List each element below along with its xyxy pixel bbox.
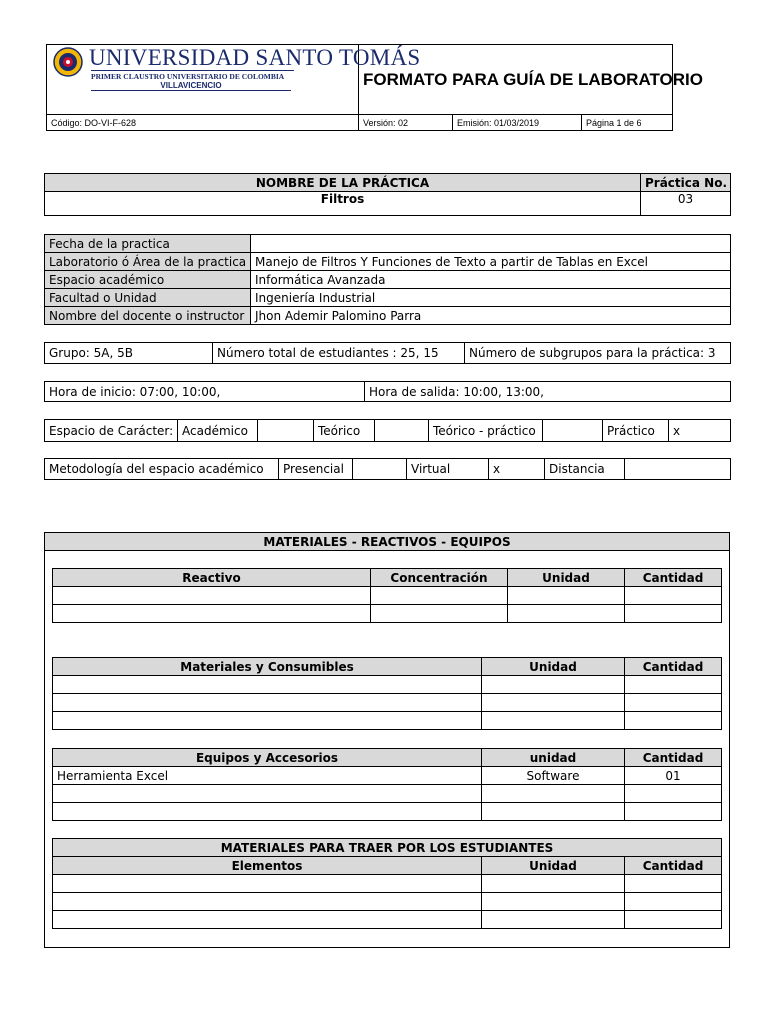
equipment-cantidad: 01 (625, 767, 722, 785)
info-value (251, 235, 731, 253)
table-row (53, 785, 722, 803)
equipment-name: Herramienta Excel (53, 767, 482, 785)
info-row (45, 289, 731, 307)
logo-campus: VILLAVICENCIO (91, 81, 291, 91)
table-row (53, 893, 722, 911)
consumables-header-name: Materiales y Consumibles (53, 658, 482, 676)
document-header (46, 44, 703, 131)
info-label: Nombre del docente o instructor (45, 307, 251, 325)
table-row (53, 712, 722, 730)
consumables-header-cantidad: Cantidad (625, 658, 722, 676)
start-time: Hora de inicio: 07:00, 10:00, (45, 382, 365, 402)
table-row (53, 767, 722, 785)
option-teorico-checkbox[interactable] (375, 420, 429, 442)
option-teorico-practico-checkbox[interactable] (543, 420, 603, 442)
materials-section-title: MATERIALES - REACTIVOS - EQUIPOS (44, 532, 730, 551)
info-row (45, 235, 731, 253)
student-materials-table (52, 838, 722, 929)
option-presencial-checkbox[interactable] (353, 459, 407, 480)
table-row (53, 605, 722, 623)
table-row (53, 676, 722, 694)
logo-subtitle: PRIMER CLAUSTRO UNIVERSITARIO DE COLOMBIA (91, 70, 294, 81)
info-value: Jhon Ademir Palomino Parra (251, 307, 731, 325)
info-label: Laboratorio ó Área de la practica (45, 253, 251, 271)
methodology-label: Metodología del espacio académico (45, 459, 279, 480)
option-virtual-label: Virtual (407, 459, 489, 480)
university-logo (47, 45, 421, 115)
student-materials-header-unidad: Unidad (482, 857, 625, 875)
schedule-table (44, 381, 731, 402)
character-label: Espacio de Carácter: (45, 420, 178, 442)
info-value: Manejo de Filtros Y Funciones de Texto a partir de Tablas en Excel (251, 253, 731, 271)
option-distancia-checkbox[interactable] (625, 459, 731, 480)
option-teorico-label: Teórico (314, 420, 375, 442)
group-table (44, 342, 731, 364)
document-page: Página 1 de 6 (582, 115, 673, 131)
document-version: Versión: 02 (359, 115, 453, 131)
group-names: Grupo: 5A, 5B (45, 343, 213, 364)
option-teorico-practico-label: Teórico - práctico (429, 420, 543, 442)
info-row (45, 253, 731, 271)
university-seal-icon (53, 47, 83, 77)
consumables-header-unidad: Unidad (482, 658, 625, 676)
document-title: FORMATO PARA GUÍA DE LABORATORIO (359, 45, 673, 115)
equipment-header-name: Equipos y Accesorios (53, 749, 482, 767)
option-academico-checkbox[interactable] (258, 420, 314, 442)
consumables-table (52, 657, 722, 730)
reagents-header-concentracion: Concentración (371, 569, 508, 587)
practice-number-value: 03 (641, 192, 731, 216)
option-practico-label: Práctico (603, 420, 669, 442)
equipment-unidad: Software (482, 767, 625, 785)
practice-name-value: Filtros (45, 192, 641, 216)
info-label: Fecha de la practica (45, 235, 251, 253)
student-materials-header-elementos: Elementos (53, 857, 482, 875)
info-value: Informática Avanzada (251, 271, 731, 289)
table-row (53, 875, 722, 893)
reagents-header-cantidad: Cantidad (625, 569, 722, 587)
table-row (53, 694, 722, 712)
space-character-table (44, 419, 731, 442)
info-row (45, 271, 731, 289)
practice-name-table (44, 173, 731, 216)
subgroup-count: Número de subgrupos para la práctica: 3 (465, 343, 731, 364)
info-label: Facultad o Unidad (45, 289, 251, 307)
student-materials-title: MATERIALES PARA TRAER POR LOS ESTUDIANTES (53, 839, 722, 857)
practice-name-label: NOMBRE DE LA PRÁCTICA (45, 174, 641, 192)
logo-university-name: UNIVERSIDAD SANTO TOMÁS (89, 45, 421, 70)
reagents-header-unidad: Unidad (508, 569, 625, 587)
option-virtual-checkbox[interactable]: x (489, 459, 545, 480)
document-issue-date: Emisión: 01/03/2019 (453, 115, 582, 131)
reagents-table (52, 568, 722, 623)
student-materials-header-cantidad: Cantidad (625, 857, 722, 875)
table-row (53, 803, 722, 821)
table-row (53, 911, 722, 929)
equipment-header-cantidad: Cantidad (625, 749, 722, 767)
practice-info-table (44, 234, 731, 325)
info-row (45, 307, 731, 325)
reagents-header-reactivo: Reactivo (53, 569, 371, 587)
methodology-table (44, 458, 731, 480)
equipment-header-unidad: unidad (482, 749, 625, 767)
option-distancia-label: Distancia (545, 459, 625, 480)
table-row (53, 587, 722, 605)
student-count: Número total de estudiantes : 25, 15 (213, 343, 465, 364)
option-practico-checkbox[interactable]: x (669, 420, 731, 442)
info-label: Espacio académico (45, 271, 251, 289)
document-code: Código: DO-VI-F-628 (47, 115, 359, 131)
end-time: Hora de salida: 10:00, 13:00, (365, 382, 731, 402)
practice-number-label: Práctica No. (641, 174, 731, 192)
option-academico-label: Académico (178, 420, 258, 442)
option-presencial-label: Presencial (279, 459, 353, 480)
equipment-table (52, 748, 722, 821)
info-value: Ingeniería Industrial (251, 289, 731, 307)
